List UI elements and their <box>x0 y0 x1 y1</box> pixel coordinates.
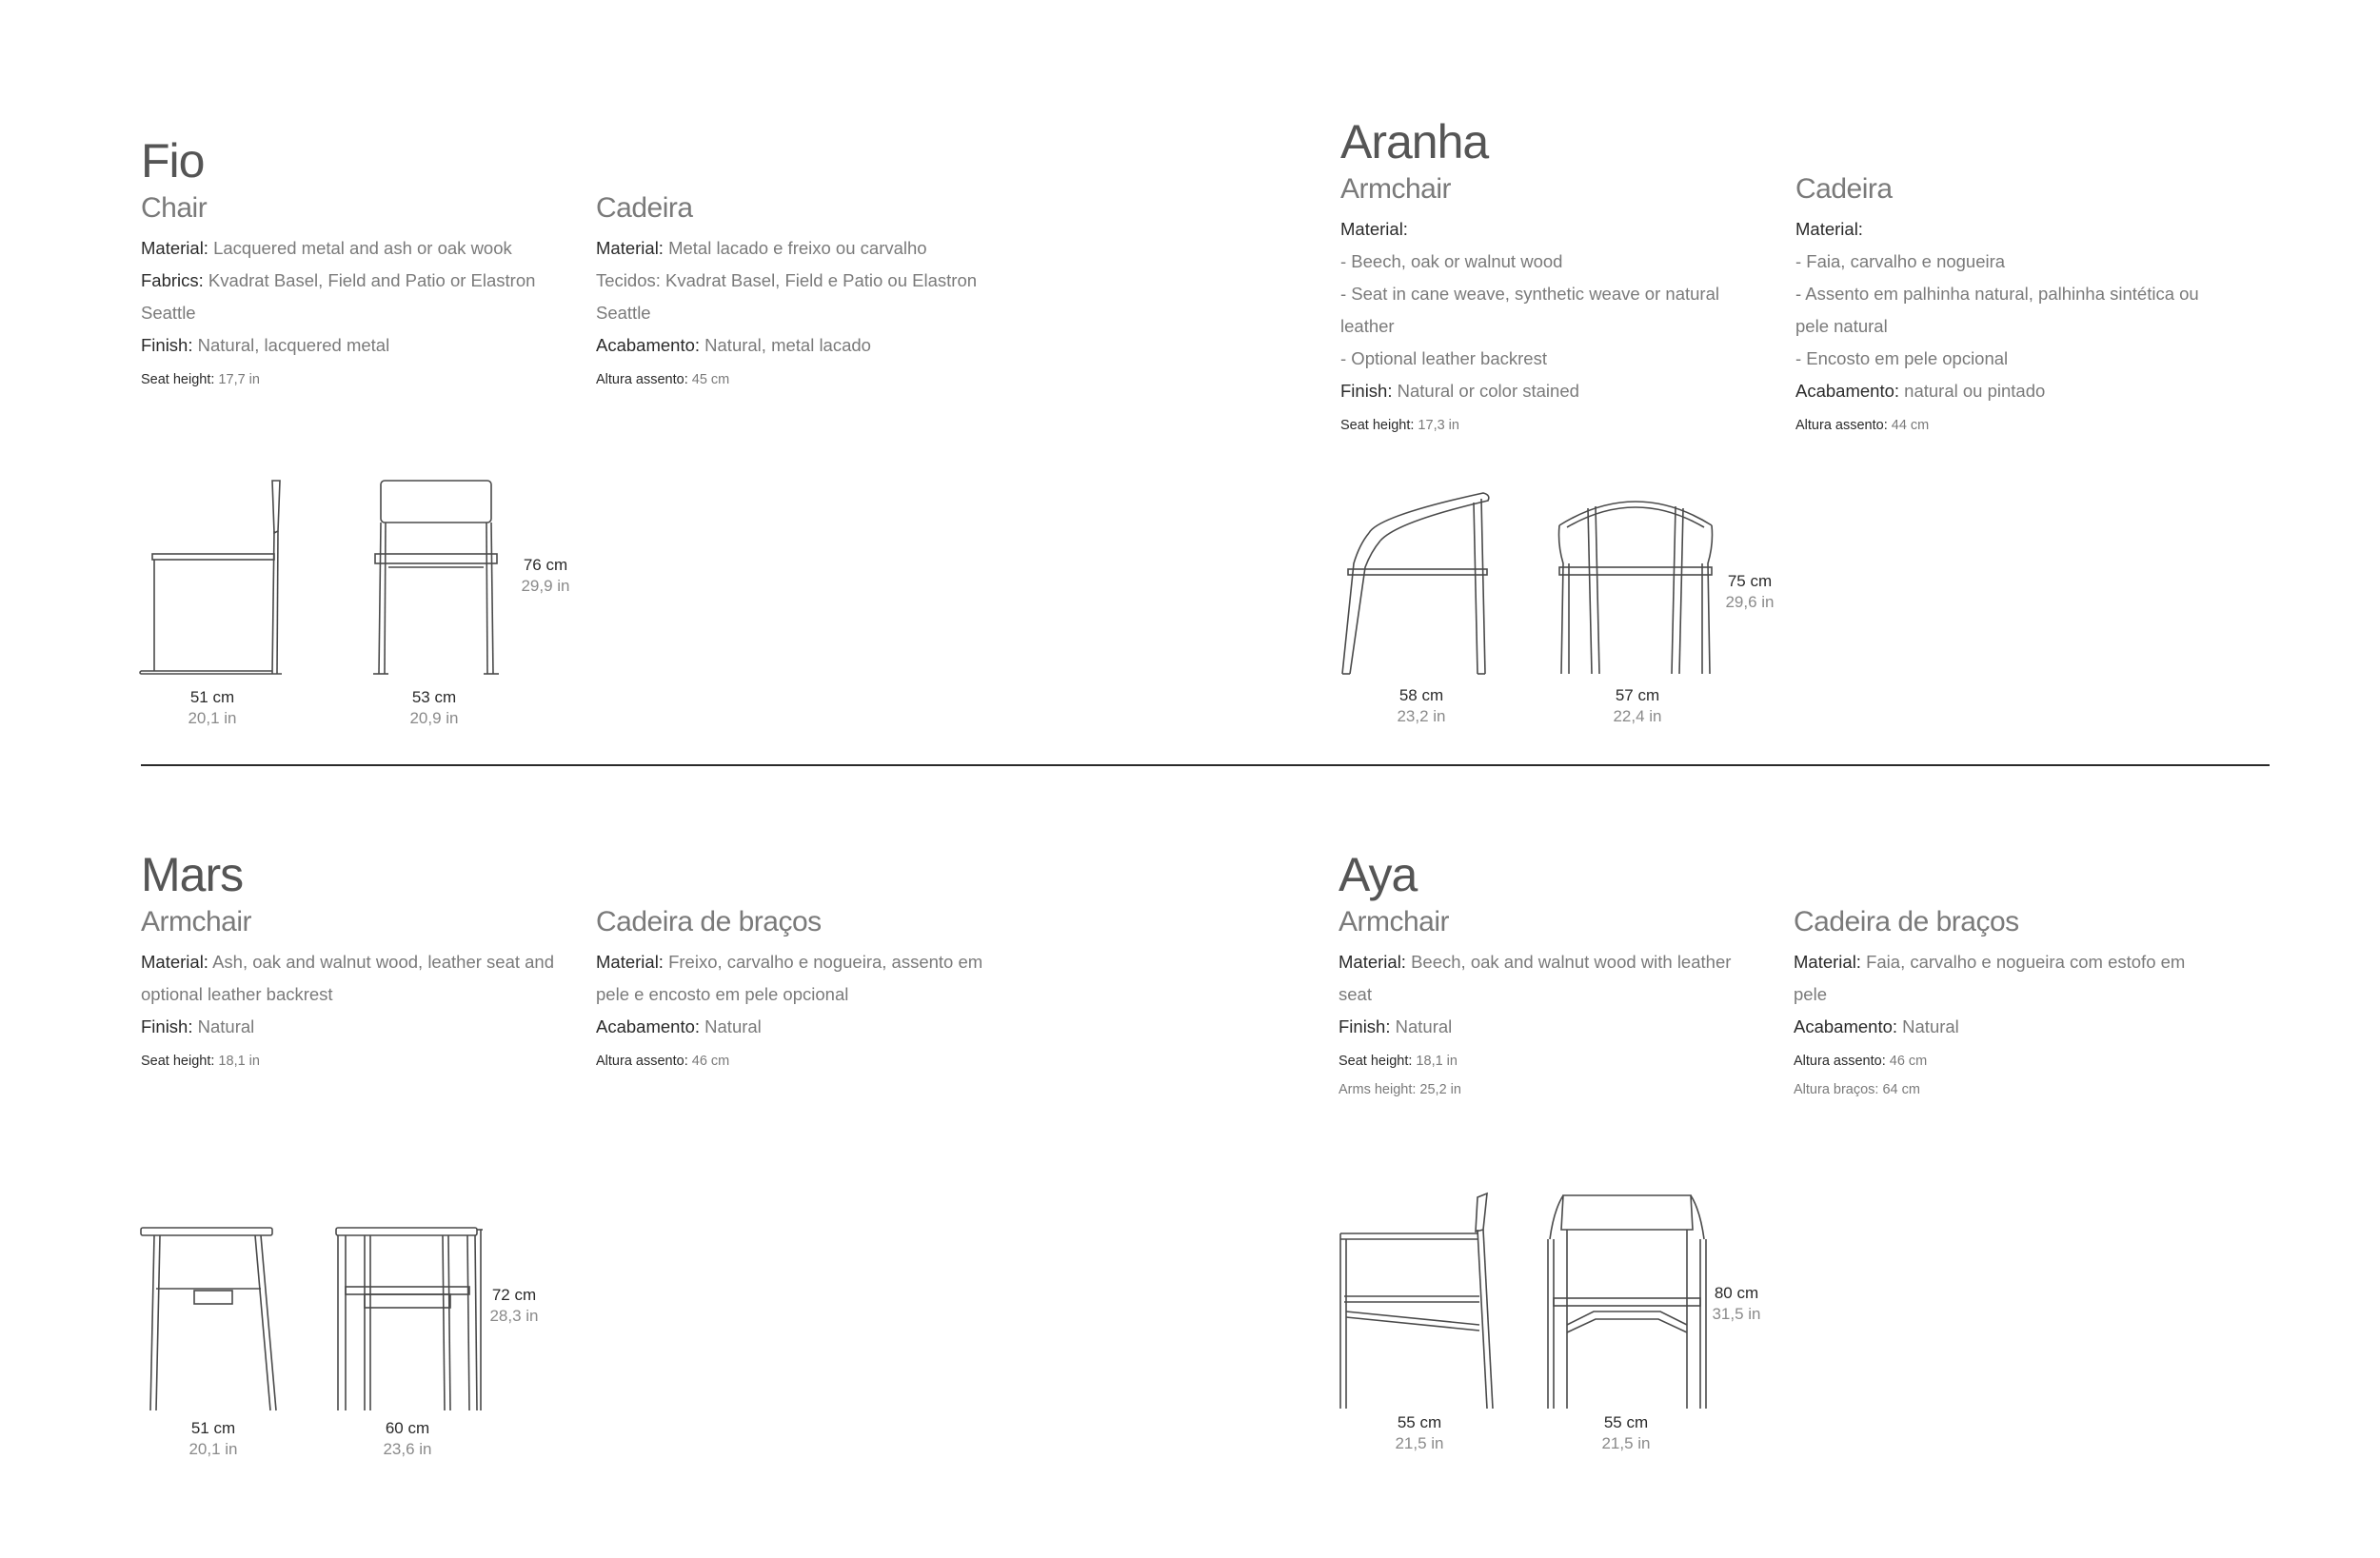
english-specs <box>1339 906 1757 1104</box>
spec-line <box>1340 213 1759 246</box>
front-view-drawing <box>1546 1192 1708 1410</box>
dimension-in: 29,9 in <box>521 577 570 595</box>
side-view-drawing <box>141 476 284 676</box>
spec-line <box>141 1011 560 1043</box>
spec-key: Material: <box>1339 952 1406 972</box>
seat-height <box>596 365 1015 394</box>
dimension-cm: 75 cm <box>1727 572 1773 590</box>
spec-value: Natural <box>1897 1016 1959 1036</box>
front-view-drawing <box>1550 487 1721 678</box>
product-subtitle: Chair <box>141 192 208 224</box>
seat-height <box>596 1047 1015 1075</box>
spec-value: - Encosto em pele opcional <box>1795 348 2009 368</box>
spec-value: Altura braços: 64 cm <box>1794 1082 1920 1097</box>
height-dimension <box>1698 1283 1775 1325</box>
spec-key: Acabamento: <box>1794 1016 1898 1036</box>
portuguese-specs <box>1794 906 2212 1104</box>
english-specs <box>1340 173 1759 440</box>
height-dimension <box>507 555 584 597</box>
spec-line <box>1794 946 2212 1011</box>
spec-line <box>1339 1075 1757 1104</box>
spec-key: Altura assento: <box>1795 418 1888 433</box>
spec-value: - Faia, carvalho e nogueira <box>1795 251 2006 271</box>
product-fio <box>141 133 1188 742</box>
dimension-in: 31,5 in <box>1712 1305 1761 1323</box>
product-subtitle: Cadeira <box>1795 173 1893 205</box>
product-title: Mars <box>141 848 244 901</box>
dimension-in: 22,4 in <box>1613 707 1662 725</box>
spec-value: Natural <box>192 1016 255 1036</box>
product-mars <box>141 847 1188 1475</box>
spec-key: Altura assento: <box>596 1054 688 1069</box>
spec-line <box>1340 278 1759 343</box>
product-subtitle: Armchair <box>1340 173 1452 205</box>
dimension-cm: 51 cm <box>190 1419 236 1437</box>
dimension-cm: 55 cm <box>1603 1413 1649 1431</box>
dimension-cm: 72 cm <box>491 1286 537 1304</box>
spec-key: Seat height: <box>141 1054 215 1069</box>
front-width-dimension <box>1588 1412 1664 1454</box>
spec-line <box>596 265 1015 329</box>
spec-line <box>141 1047 560 1075</box>
spec-key: Acabamento: <box>596 335 701 355</box>
spec-value: 17,3 in <box>1414 418 1459 433</box>
spec-key: Material: <box>596 238 664 258</box>
spec-list <box>1794 946 2212 1043</box>
seat-height <box>1340 411 1759 440</box>
height-dimension <box>1712 571 1788 613</box>
product-aranha <box>1340 114 2292 742</box>
spec-key: Acabamento: <box>596 1016 701 1036</box>
spec-key: Finish: <box>1339 1016 1391 1036</box>
portuguese-specs <box>596 906 1015 1075</box>
dimension-in: 28,3 in <box>489 1307 539 1325</box>
spec-value: Natural or color stained <box>1392 381 1579 401</box>
spec-line <box>1794 1075 2212 1104</box>
spec-value: 45 cm <box>687 372 730 387</box>
dimension-in: 20,1 in <box>188 1440 238 1458</box>
spec-list <box>141 946 560 1043</box>
spec-key: Finish: <box>141 1016 193 1036</box>
spec-key: Seat height: <box>141 372 215 387</box>
spec-key: Finish: <box>141 335 193 355</box>
dimension-in: 21,5 in <box>1601 1434 1651 1452</box>
product-title: Fio <box>141 134 205 187</box>
dimension-in: 23,6 in <box>383 1440 432 1458</box>
portuguese-specs <box>1795 173 2214 440</box>
seat-height <box>1794 1047 2212 1104</box>
side-width-dimension <box>1383 685 1459 727</box>
spec-line <box>1795 411 2214 440</box>
spec-line <box>141 365 560 394</box>
spec-value: Ash, oak and walnut wood, leather seat and optional leather backrest <box>141 952 555 1004</box>
dimension-cm: 51 cm <box>189 688 235 706</box>
spec-line <box>596 329 1015 362</box>
product-title: Aya <box>1339 848 1418 901</box>
dimension-in: 20,1 in <box>188 709 237 727</box>
english-specs <box>141 906 560 1075</box>
spec-value: 44 cm <box>1887 418 1930 433</box>
side-width-dimension <box>175 1418 251 1460</box>
spec-key: Material: <box>596 952 664 972</box>
product-aya <box>1339 847 2291 1475</box>
spec-key: Fabrics: <box>141 270 204 290</box>
seat-height <box>141 1047 560 1075</box>
product-subtitle: Armchair <box>1339 906 1450 937</box>
spec-value: - Beech, oak or walnut wood <box>1340 251 1563 271</box>
seat-height <box>1339 1047 1757 1104</box>
spec-list <box>1340 213 1759 407</box>
front-width-dimension <box>396 687 472 729</box>
spec-line <box>141 265 560 329</box>
spec-line <box>1794 1011 2212 1043</box>
spec-value: Natural, lacquered metal <box>192 335 390 355</box>
spec-line <box>596 232 1015 265</box>
spec-line <box>1340 411 1759 440</box>
seat-height <box>141 365 560 394</box>
spec-line <box>1340 375 1759 407</box>
front-width-dimension <box>369 1418 446 1460</box>
spec-key: Material: <box>1794 952 1861 972</box>
spec-value: Natural <box>1390 1016 1453 1036</box>
spec-value: Tecidos: Kvadrat Basel, Field e Patio ou Elastron Seattle <box>596 270 978 323</box>
spec-key: Material: <box>141 952 208 972</box>
spec-value: 18,1 in <box>1412 1054 1458 1069</box>
spec-value: 46 cm <box>1885 1054 1928 1069</box>
spec-value: natural ou pintado <box>1899 381 2046 401</box>
spec-key: Acabamento: <box>1795 381 1900 401</box>
spec-line <box>1340 246 1759 278</box>
front-view-drawing <box>369 476 512 676</box>
spec-line <box>1795 246 2214 278</box>
spec-value: - Optional leather backrest <box>1340 348 1547 368</box>
dimension-cm: 76 cm <box>523 556 568 574</box>
spec-key: Material: <box>141 238 208 258</box>
spec-key: Material: <box>1795 219 1863 239</box>
dimension-cm: 58 cm <box>1398 686 1444 704</box>
spec-line <box>1339 1011 1757 1043</box>
english-specs <box>141 192 560 394</box>
spec-value: Arms height: 25,2 in <box>1339 1082 1461 1097</box>
spec-key: Seat height: <box>1339 1054 1413 1069</box>
spec-key: Finish: <box>1340 381 1393 401</box>
spec-list <box>596 946 1015 1043</box>
spec-key: Material: <box>1340 219 1408 239</box>
spec-line <box>1339 1047 1757 1075</box>
height-dimension <box>476 1285 552 1327</box>
spec-line <box>1339 946 1757 1011</box>
dimension-in: 20,9 in <box>409 709 459 727</box>
spec-value: Kvadrat Basel, Field and Patio or Elastron Seattle <box>141 270 536 323</box>
product-subtitle: Cadeira <box>596 192 693 224</box>
product-title: Aranha <box>1340 115 1489 168</box>
spec-line <box>141 232 560 265</box>
dimension-cm: 57 cm <box>1615 686 1660 704</box>
spec-line <box>596 946 1015 1011</box>
dimension-in: 23,2 in <box>1397 707 1446 725</box>
spec-value: Freixo, carvalho e nogueira, assento em pele e encosto em pele opcional <box>596 952 983 1004</box>
spec-value: Metal lacado e freixo ou carvalho <box>663 238 927 258</box>
spec-line <box>1795 375 2214 407</box>
product-subtitle: Cadeira de braços <box>596 906 822 937</box>
spec-line <box>596 1047 1015 1075</box>
dimension-cm: 80 cm <box>1714 1284 1759 1302</box>
spec-value: 46 cm <box>687 1054 730 1069</box>
dimension-in: 29,6 in <box>1725 593 1775 611</box>
dimension-cm: 53 cm <box>411 688 457 706</box>
spec-line <box>1795 343 2214 375</box>
side-view-drawing <box>1340 487 1493 678</box>
spec-list <box>596 232 1015 362</box>
side-view-drawing <box>141 1226 284 1412</box>
spec-key: Altura assento: <box>596 372 688 387</box>
spec-line <box>1795 213 2214 246</box>
side-view-drawing <box>1339 1192 1500 1410</box>
section-divider <box>141 764 2270 766</box>
spec-list <box>1339 946 1757 1043</box>
product-subtitle: Armchair <box>141 906 252 937</box>
spec-key: Altura assento: <box>1794 1054 1886 1069</box>
spec-value: 17,7 in <box>214 372 260 387</box>
side-width-dimension <box>1381 1412 1458 1454</box>
spec-line <box>1794 1047 2212 1075</box>
spec-line <box>141 946 560 1011</box>
front-width-dimension <box>1599 685 1676 727</box>
seat-height <box>1795 411 2214 440</box>
spec-key: Seat height: <box>1340 418 1415 433</box>
spec-line <box>141 329 560 362</box>
spec-line <box>596 1011 1015 1043</box>
spec-line <box>1340 343 1759 375</box>
dimension-cm: 60 cm <box>385 1419 430 1437</box>
spec-value: Lacquered metal and ash or oak wook <box>208 238 512 258</box>
spec-value: 18,1 in <box>214 1054 260 1069</box>
product-subtitle: Cadeira de braços <box>1794 906 2019 937</box>
dimension-in: 21,5 in <box>1395 1434 1444 1452</box>
side-width-dimension <box>174 687 250 729</box>
spec-line <box>1795 278 2214 343</box>
spec-value: Natural <box>700 1016 762 1036</box>
dimension-cm: 55 cm <box>1397 1413 1442 1431</box>
spec-value: Beech, oak and walnut wood with leather seat <box>1339 952 1732 1004</box>
spec-list <box>141 232 560 362</box>
spec-value: Faia, carvalho e nogueira com estofo em pele <box>1794 952 2186 1004</box>
spec-list <box>1795 213 2214 407</box>
spec-value: Natural, metal lacado <box>700 335 871 355</box>
spec-line <box>596 365 1015 394</box>
spec-value: - Assento em palhinha natural, palhinha sintética ou pele natural <box>1795 284 2199 336</box>
portuguese-specs <box>596 192 1015 394</box>
spec-value: - Seat in cane weave, synthetic weave or natural leather <box>1340 284 1719 336</box>
front-view-drawing <box>336 1226 488 1412</box>
